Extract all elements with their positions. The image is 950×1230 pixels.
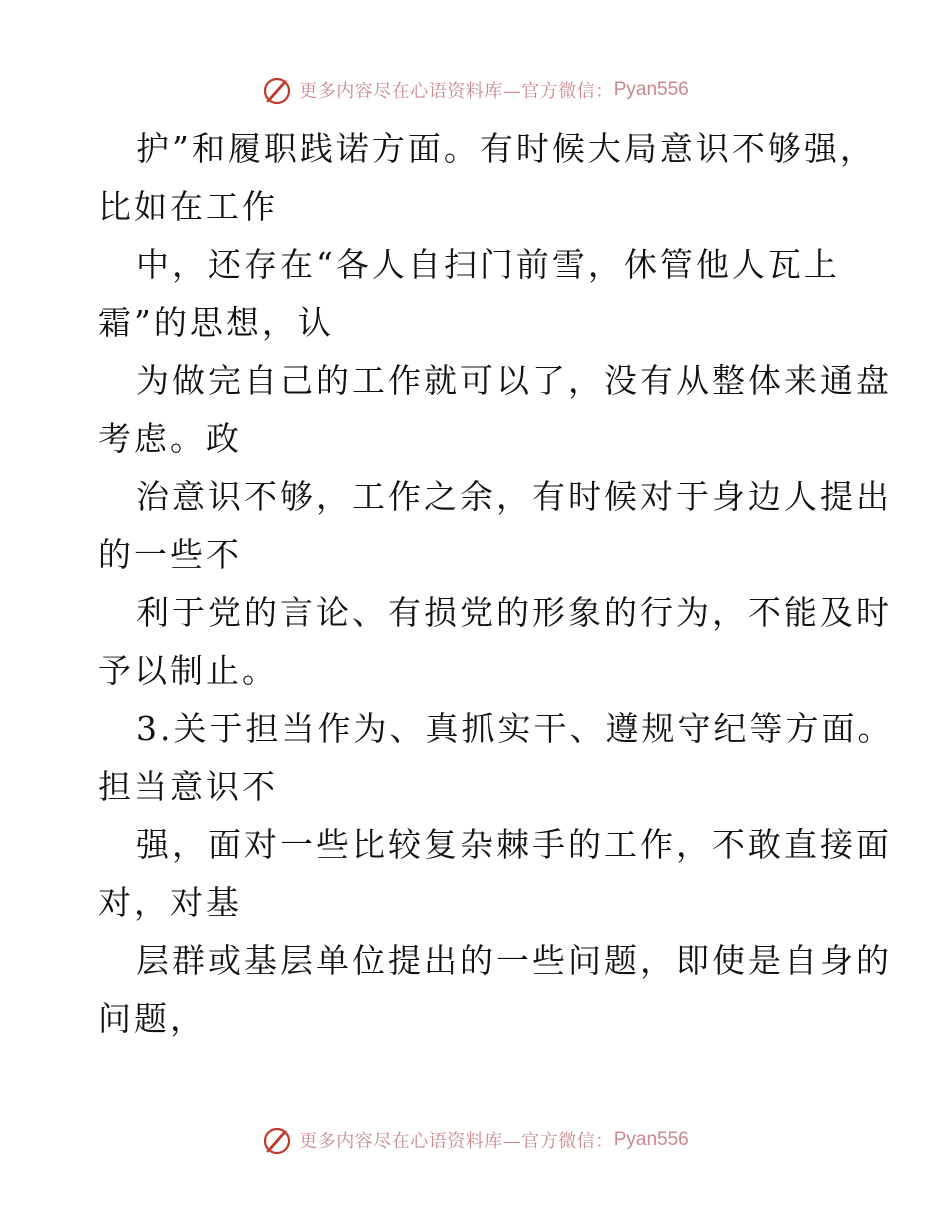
paragraph: [98, 468, 892, 584]
paragraph-continuation: 的一些不: [98, 535, 242, 574]
paragraph-continuation: 霜”的思想，认: [98, 303, 334, 342]
paragraph-continuation: 对，对基: [98, 883, 242, 922]
paragraph-continuation: 担当意识不: [98, 767, 278, 806]
paragraph-first-line: 中，还存在“各人自扫门前雪，休管他人瓦上: [136, 245, 840, 284]
paragraph-continuation: 予以制止。: [98, 651, 278, 690]
paragraph: [98, 816, 892, 932]
watermark-wechat-id: Pyan556: [613, 79, 689, 100]
paragraph-first-line: 治意识不够，工作之余，有时候对于身边人提出: [136, 477, 892, 516]
watermark-text: 更多内容尽在心语资料库—官方微信：: [299, 1131, 614, 1152]
watermark-text: 更多内容尽在心语资料库—官方微信：: [299, 81, 614, 102]
paragraph-first-line: 层群或基层单位提出的一些问题，即使是自身的: [136, 941, 892, 980]
paragraph-continuation: 考虑。政: [98, 419, 242, 458]
paragraph: [98, 120, 876, 236]
paragraph-first-line: 利于党的言论、有损党的形象的行为，不能及时: [136, 593, 892, 632]
paragraph-continuation: 问题，: [98, 999, 206, 1038]
footer-watermark: [0, 1120, 950, 1160]
paragraph: [98, 584, 892, 700]
paragraph: [98, 236, 858, 352]
paragraph: [98, 700, 894, 816]
paragraph-first-line: 强，面对一些比较复杂棘手的工作，不敢直接面: [136, 825, 892, 864]
quill-logo-icon: [261, 74, 293, 106]
watermark-wechat-id: Pyan556: [613, 1129, 689, 1150]
paragraph-first-line: 3.关于担当作为、真抓实干、遵规守纪等方面。: [136, 709, 894, 748]
paragraph-continuation: 比如在工作: [98, 187, 278, 226]
paragraph: [98, 932, 892, 1048]
paragraph-first-line: 护”和履职践诺方面。有时候大局意识不够强，: [136, 129, 876, 168]
quill-logo-icon: [261, 1124, 293, 1156]
header-watermark: [0, 70, 950, 110]
paragraph-first-line: 为做完自己的工作就可以了，没有从整体来通盘: [136, 361, 892, 400]
paragraph: [98, 352, 892, 468]
document-body: [98, 120, 894, 1048]
